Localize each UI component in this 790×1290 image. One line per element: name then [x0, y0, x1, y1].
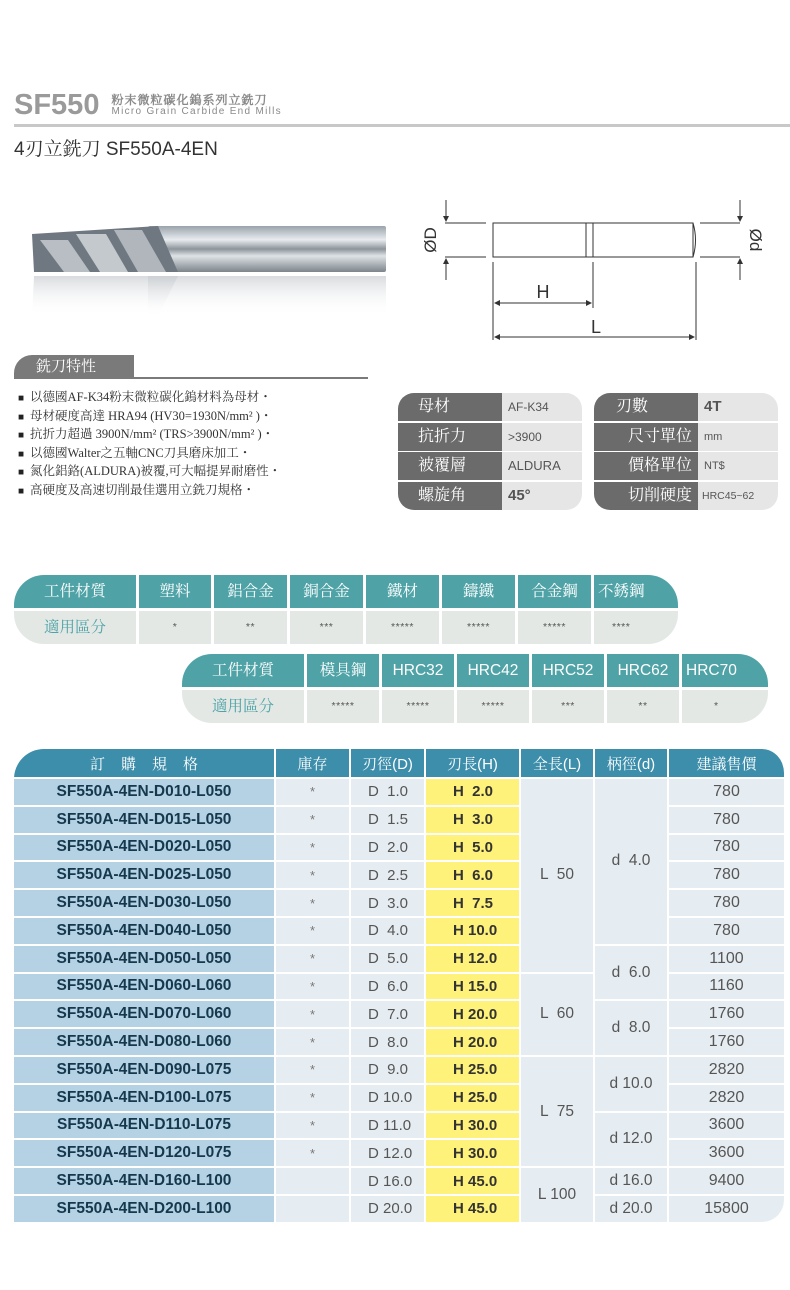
shank-diameter-cell: d 8.0 — [595, 1001, 669, 1057]
price-cell: 3600 — [669, 1140, 786, 1168]
spec-value: >3900 — [502, 423, 582, 451]
material-column: HRC32 — [382, 654, 454, 687]
flute-length-cell: H 2.0 — [426, 779, 521, 807]
spec-row — [594, 423, 778, 451]
diameter-cell: D 8.0 — [351, 1029, 426, 1057]
spec-label: 尺寸單位 — [594, 423, 698, 451]
flute-length-cell: H 6.0 — [426, 862, 521, 890]
flute-length-cell: H 20.0 — [426, 1001, 521, 1029]
model-title: 4刃立銑刀 SF550A-4EN — [14, 139, 218, 160]
spec-cell: SF550A-4EN-D025-L050 — [14, 862, 276, 890]
label-H: H — [536, 282, 550, 302]
diameter-cell: D 6.0 — [351, 974, 426, 1002]
spec-row — [398, 482, 582, 510]
material-value-label: 適用區分 — [182, 690, 304, 723]
spec-row — [398, 393, 582, 421]
brand — [14, 86, 790, 120]
spec-cell: SF550A-4EN-D200-L100 — [14, 1196, 276, 1224]
material-column: 不銹鋼 — [594, 575, 678, 608]
material-rating-row — [14, 611, 681, 644]
price-cell: 780 — [669, 807, 786, 835]
spec-cell: SF550A-4EN-D120-L075 — [14, 1140, 276, 1168]
feature-item: ■ 以德國AF-K34粉末微粒碳化鎢材料為母材・ — [18, 388, 281, 407]
spec-row — [594, 393, 778, 421]
table-row — [14, 1001, 786, 1029]
spec-cell: SF550A-4EN-D050-L050 — [14, 946, 276, 974]
flute-length-cell: H 15.0 — [426, 974, 521, 1002]
stock-cell: * — [276, 1029, 351, 1057]
order-body — [14, 779, 786, 1224]
order-table — [14, 749, 786, 1224]
stock-cell — [276, 1196, 351, 1224]
label-L: L — [590, 317, 602, 337]
table-row — [14, 1085, 786, 1113]
price-cell: 780 — [669, 890, 786, 918]
diameter-cell: D 11.0 — [351, 1113, 426, 1141]
price-cell: 1160 — [669, 974, 786, 1002]
spec-value: NT$ — [698, 452, 778, 480]
feature-item: ■ 高硬度及高速切削最佳選用立銑刀規格・ — [18, 481, 281, 500]
material-head-label: 工件材質 — [182, 654, 304, 687]
stock-cell: * — [276, 807, 351, 835]
spec-cell: SF550A-4EN-D100-L075 — [14, 1085, 276, 1113]
diameter-cell: D 10.0 — [351, 1085, 426, 1113]
material-column: HRC70 — [682, 654, 768, 687]
flute-length-cell: H 45.0 — [426, 1168, 521, 1196]
price-cell: 780 — [669, 862, 786, 890]
flute-length-cell: H 3.0 — [426, 807, 521, 835]
features-divider — [14, 377, 368, 379]
flute-length-cell: H 12.0 — [426, 946, 521, 974]
spec-cell: SF550A-4EN-D090-L075 — [14, 1057, 276, 1085]
table-row — [14, 890, 786, 918]
material-rating: *** — [532, 690, 604, 723]
diameter-cell: D 9.0 — [351, 1057, 426, 1085]
material-rating: *** — [290, 611, 363, 644]
features-list — [18, 388, 281, 499]
material-header-row — [14, 575, 681, 608]
end-mill-product-image — [28, 220, 388, 320]
material-column: 塑料 — [139, 575, 211, 608]
table-row — [14, 862, 786, 890]
material-table-1 — [14, 575, 681, 647]
spec-label: 切削硬度 — [594, 482, 698, 510]
spec-label: 刃數 — [594, 393, 698, 421]
series-name-en: Micro Grain Carbide End Mills — [111, 106, 282, 117]
spec-cell: SF550A-4EN-D015-L050 — [14, 807, 276, 835]
shank-diameter-cell: d 10.0 — [595, 1057, 669, 1113]
stock-cell: * — [276, 918, 351, 946]
stock-cell — [276, 1168, 351, 1196]
spec-table-right — [594, 393, 778, 511]
spec-cell: SF550A-4EN-D080-L060 — [14, 1029, 276, 1057]
header-overall-length: 全長(L) — [521, 749, 595, 779]
material-header-row — [182, 654, 771, 687]
stock-cell: * — [276, 779, 351, 807]
material-table-2 — [182, 654, 771, 726]
diameter-cell: D 3.0 — [351, 890, 426, 918]
table-row — [14, 1113, 786, 1141]
spec-value: mm — [698, 423, 778, 451]
overall-length-cell: L 75 — [521, 1057, 595, 1168]
material-rating: ***** — [366, 611, 439, 644]
spec-cell: SF550A-4EN-D040-L050 — [14, 918, 276, 946]
price-cell: 3600 — [669, 1113, 786, 1141]
price-cell: 780 — [669, 918, 786, 946]
material-rating: ***** — [382, 690, 454, 723]
spec-value: 4T — [698, 393, 778, 421]
diameter-cell: D 4.0 — [351, 918, 426, 946]
series-code: SF550 — [14, 89, 100, 121]
overall-length-cell: L 60 — [521, 974, 595, 1057]
spec-row — [398, 452, 582, 480]
stock-cell: * — [276, 1057, 351, 1085]
table-row — [14, 835, 786, 863]
stock-cell: * — [276, 1001, 351, 1029]
spec-row — [594, 452, 778, 480]
material-column: HRC52 — [532, 654, 604, 687]
diameter-cell: D 1.0 — [351, 779, 426, 807]
feature-item: ■ 氮化鋁鉻(ALDURA)被覆,可大幅提昇耐磨性・ — [18, 462, 281, 481]
diameter-cell: D 5.0 — [351, 946, 426, 974]
table-row — [14, 1029, 786, 1057]
material-column: 鑄鐵 — [442, 575, 515, 608]
material-rating: ***** — [307, 690, 379, 723]
stock-cell: * — [276, 1113, 351, 1141]
material-rating: * — [682, 690, 768, 723]
stock-cell: * — [276, 1140, 351, 1168]
spec-cell: SF550A-4EN-D030-L050 — [14, 890, 276, 918]
stock-cell: * — [276, 890, 351, 918]
shank-diameter-cell: d 4.0 — [595, 779, 669, 946]
flute-length-cell: H 7.5 — [426, 890, 521, 918]
label-d: Ød — [746, 228, 765, 252]
table-row — [14, 779, 786, 807]
features-tab: 銑刀特性 — [14, 355, 134, 379]
flute-length-cell: H 30.0 — [426, 1140, 521, 1168]
spec-label: 被覆層 — [398, 452, 502, 480]
material-column: HRC62 — [607, 654, 679, 687]
spec-value: 45° — [502, 482, 582, 510]
diameter-cell: D 20.0 — [351, 1196, 426, 1224]
material-rating: ***** — [442, 611, 515, 644]
header-diameter: 刃徑(D) — [351, 749, 426, 779]
stock-cell: * — [276, 1085, 351, 1113]
spec-cell: SF550A-4EN-D020-L050 — [14, 835, 276, 863]
flute-length-cell: H 45.0 — [426, 1196, 521, 1224]
material-rating-row — [182, 690, 771, 723]
spec-cell: SF550A-4EN-D070-L060 — [14, 1001, 276, 1029]
flute-length-cell: H 25.0 — [426, 1057, 521, 1085]
table-row — [14, 974, 786, 1002]
material-head-label: 工件材質 — [14, 575, 136, 608]
material-column: 鋁合金 — [214, 575, 287, 608]
overall-length-cell: L 100 — [521, 1168, 595, 1224]
feature-item: ■ 抗折力超過 3900N/mm² (TRS>3900N/mm² )・ — [18, 425, 281, 444]
table-row — [14, 1140, 786, 1168]
spec-label: 母材 — [398, 393, 502, 421]
overall-length-cell: L 50 — [521, 779, 595, 974]
material-column: 合金鋼 — [518, 575, 591, 608]
diameter-cell: D 7.0 — [351, 1001, 426, 1029]
price-cell: 15800 — [669, 1196, 786, 1224]
spec-value: AF-K34 — [502, 393, 582, 421]
material-rating: ***** — [518, 611, 591, 644]
spec-cell: SF550A-4EN-D060-L060 — [14, 974, 276, 1002]
material-column: 鐵材 — [366, 575, 439, 608]
order-header-row — [14, 749, 786, 779]
diameter-cell: D 2.0 — [351, 835, 426, 863]
price-cell: 2820 — [669, 1085, 786, 1113]
material-value-label: 適用區分 — [14, 611, 136, 644]
spec-label: 螺旋角 — [398, 482, 502, 510]
diameter-cell: D 1.5 — [351, 807, 426, 835]
header-stock: 庫存 — [276, 749, 351, 779]
dimension-diagram — [400, 180, 790, 350]
flute-length-cell: H 10.0 — [426, 918, 521, 946]
material-rating: **** — [594, 611, 678, 644]
spec-cell: SF550A-4EN-D010-L050 — [14, 779, 276, 807]
shank-diameter-cell: d 16.0 — [595, 1168, 669, 1196]
spec-table-left — [398, 393, 582, 511]
price-cell: 1100 — [669, 946, 786, 974]
stock-cell: * — [276, 946, 351, 974]
diameter-cell: D 12.0 — [351, 1140, 426, 1168]
spec-cell: SF550A-4EN-D160-L100 — [14, 1168, 276, 1196]
header-shank-diameter: 柄徑(d) — [595, 749, 669, 779]
series-name-cn: 粉末微粒碳化鎢系列立銑刀 — [111, 93, 268, 107]
shank-diameter-cell: d 20.0 — [595, 1196, 669, 1224]
table-row — [14, 1168, 786, 1196]
spec-value: HRC45~62 — [698, 482, 778, 510]
price-cell: 2820 — [669, 1057, 786, 1085]
table-row — [14, 1196, 786, 1224]
stock-cell: * — [276, 974, 351, 1002]
series-name — [111, 95, 282, 120]
header-price: 建議售價 — [669, 749, 786, 779]
spec-cell: SF550A-4EN-D110-L075 — [14, 1113, 276, 1141]
stock-cell: * — [276, 862, 351, 890]
header-flute-length: 刃長(H) — [426, 749, 521, 779]
price-cell: 1760 — [669, 1029, 786, 1057]
price-cell: 1760 — [669, 1001, 786, 1029]
spec-label: 價格單位 — [594, 452, 698, 480]
price-cell: 780 — [669, 835, 786, 863]
header-spec: 訂購規格 — [14, 749, 276, 779]
label-D: ØD — [421, 227, 440, 253]
spec-label: 抗折力 — [398, 423, 502, 451]
flute-length-cell: H 30.0 — [426, 1113, 521, 1141]
spec-value: ALDURA — [502, 452, 582, 480]
flute-length-cell: H 25.0 — [426, 1085, 521, 1113]
shank-diameter-cell: d 6.0 — [595, 946, 669, 1002]
spec-row — [594, 482, 778, 510]
flute-length-cell: H 20.0 — [426, 1029, 521, 1057]
price-cell: 780 — [669, 779, 786, 807]
spec-row — [398, 423, 582, 451]
header-divider — [14, 124, 790, 127]
feature-item: ■ 以德國Walter之五軸CNC刀具磨床加工・ — [18, 444, 281, 463]
table-row — [14, 1057, 786, 1085]
table-row — [14, 946, 786, 974]
material-rating: ** — [607, 690, 679, 723]
material-rating: ** — [214, 611, 287, 644]
material-column: 模具鋼 — [307, 654, 379, 687]
diameter-cell: D 16.0 — [351, 1168, 426, 1196]
flute-length-cell: H 5.0 — [426, 835, 521, 863]
material-column: HRC42 — [457, 654, 529, 687]
material-column: 銅合金 — [290, 575, 363, 608]
table-row — [14, 918, 786, 946]
page-header — [14, 86, 790, 160]
stock-cell: * — [276, 835, 351, 863]
diameter-cell: D 2.5 — [351, 862, 426, 890]
table-row — [14, 807, 786, 835]
feature-item: ■ 母材硬度高達 HRA94 (HV30=1930N/mm² )・ — [18, 407, 281, 426]
material-rating: * — [139, 611, 211, 644]
material-rating: ***** — [457, 690, 529, 723]
shank-diameter-cell: d 12.0 — [595, 1113, 669, 1169]
price-cell: 9400 — [669, 1168, 786, 1196]
